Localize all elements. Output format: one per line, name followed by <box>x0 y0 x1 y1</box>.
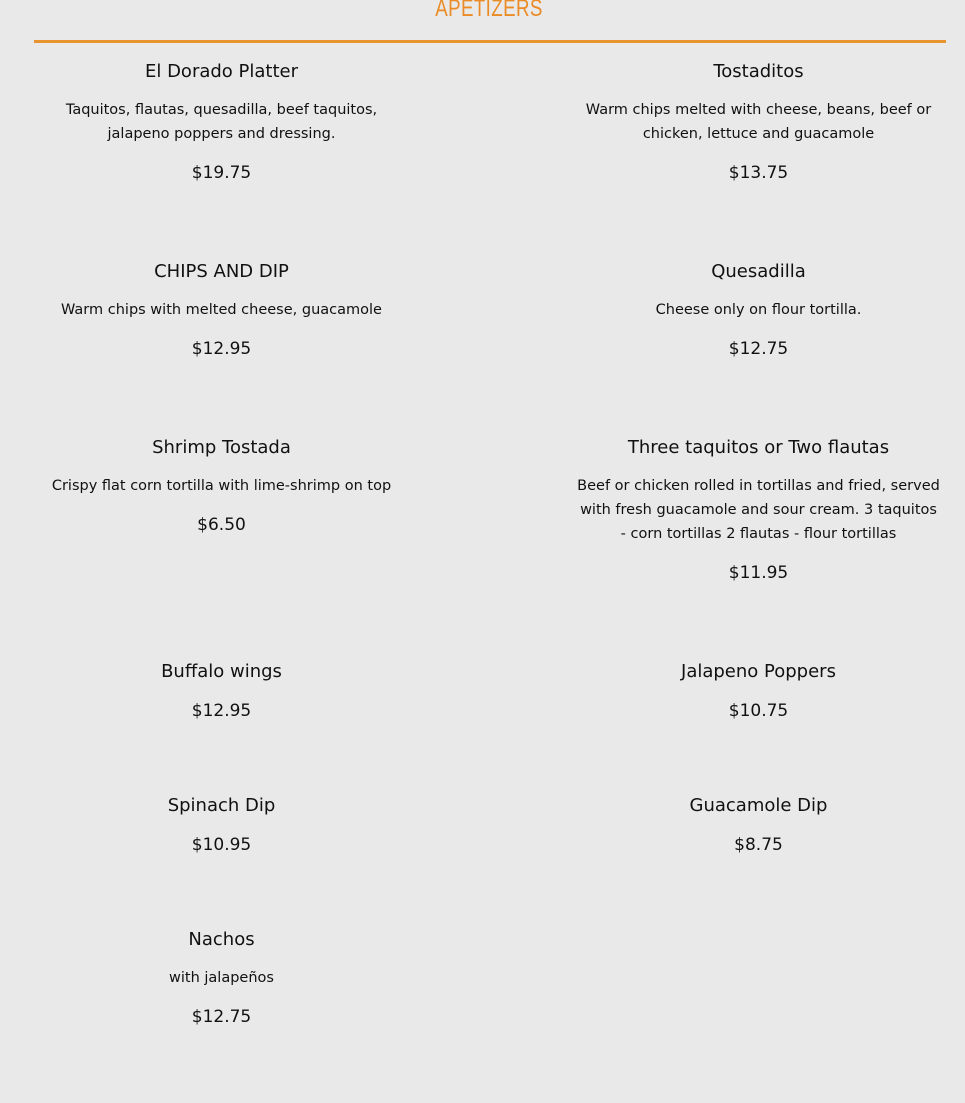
section-divider <box>34 40 946 43</box>
menu-item-spinach-dip <box>34 795 409 856</box>
item-price: $13.75 <box>728 163 789 183</box>
item-price: $12.95 <box>191 339 252 359</box>
item-name: Spinach Dip <box>167 795 276 816</box>
item-name: El Dorado Platter <box>144 61 299 82</box>
item-name: Shrimp Tostada <box>152 437 291 458</box>
item-price: $10.75 <box>728 701 789 721</box>
menu-item-quesadilla <box>571 261 946 360</box>
item-price: $8.75 <box>734 835 783 855</box>
menu-item-tostaditos <box>571 61 946 184</box>
item-name: Guacamole Dip <box>689 795 828 816</box>
item-price: $12.75 <box>728 339 789 359</box>
item-price: $6.50 <box>197 515 246 535</box>
menu-item-nachos <box>34 929 409 1028</box>
menu-item-shrimp-tostada <box>34 437 409 536</box>
item-price: $19.75 <box>191 163 252 183</box>
item-description: with jalapeños <box>169 970 274 986</box>
item-name: Three taquitos or Two flautas <box>627 437 890 458</box>
item-description: Warm chips with melted cheese, guacamole <box>61 302 382 318</box>
menu-item-buffalo-wings <box>34 661 409 722</box>
item-price: $10.95 <box>191 835 252 855</box>
item-description: Taquitos, flautas, quesadilla, beef taquitos, jalapeno poppers and dressing. <box>65 102 378 142</box>
item-price: $11.95 <box>728 563 789 583</box>
item-name: Jalapeno Poppers <box>681 661 836 682</box>
menu-item-guacamole-dip <box>571 795 946 856</box>
section-title: APETIZERS <box>435 0 543 22</box>
item-price: $12.95 <box>191 701 252 721</box>
item-name: Tostaditos <box>713 61 804 82</box>
menu-item-el-dorado-platter <box>34 61 409 184</box>
item-name: Nachos <box>188 929 255 950</box>
item-price: $12.75 <box>191 1007 252 1027</box>
menu-item-three-taquitos-or-two-flautas <box>571 437 946 584</box>
item-description: Crispy flat corn tortilla with lime-shrimp on top <box>51 478 392 494</box>
item-description: Warm chips melted with cheese, beans, beef or chicken, lettuce and guacamole <box>585 102 932 142</box>
item-description: Beef or chicken rolled in tortillas and fried, served with fresh guacamole and sour cream. 3 taquitos - corn tortillas 2 flautas - flour tortillas <box>577 478 940 542</box>
menu-item-jalapeno-poppers <box>571 661 946 722</box>
item-name: CHIPS AND DIP <box>154 261 289 282</box>
item-name: Buffalo wings <box>161 661 282 682</box>
item-description: Cheese only on flour tortilla. <box>655 302 862 318</box>
menu-item-chips-and-dip <box>34 261 409 360</box>
item-name: Quesadilla <box>711 261 806 282</box>
